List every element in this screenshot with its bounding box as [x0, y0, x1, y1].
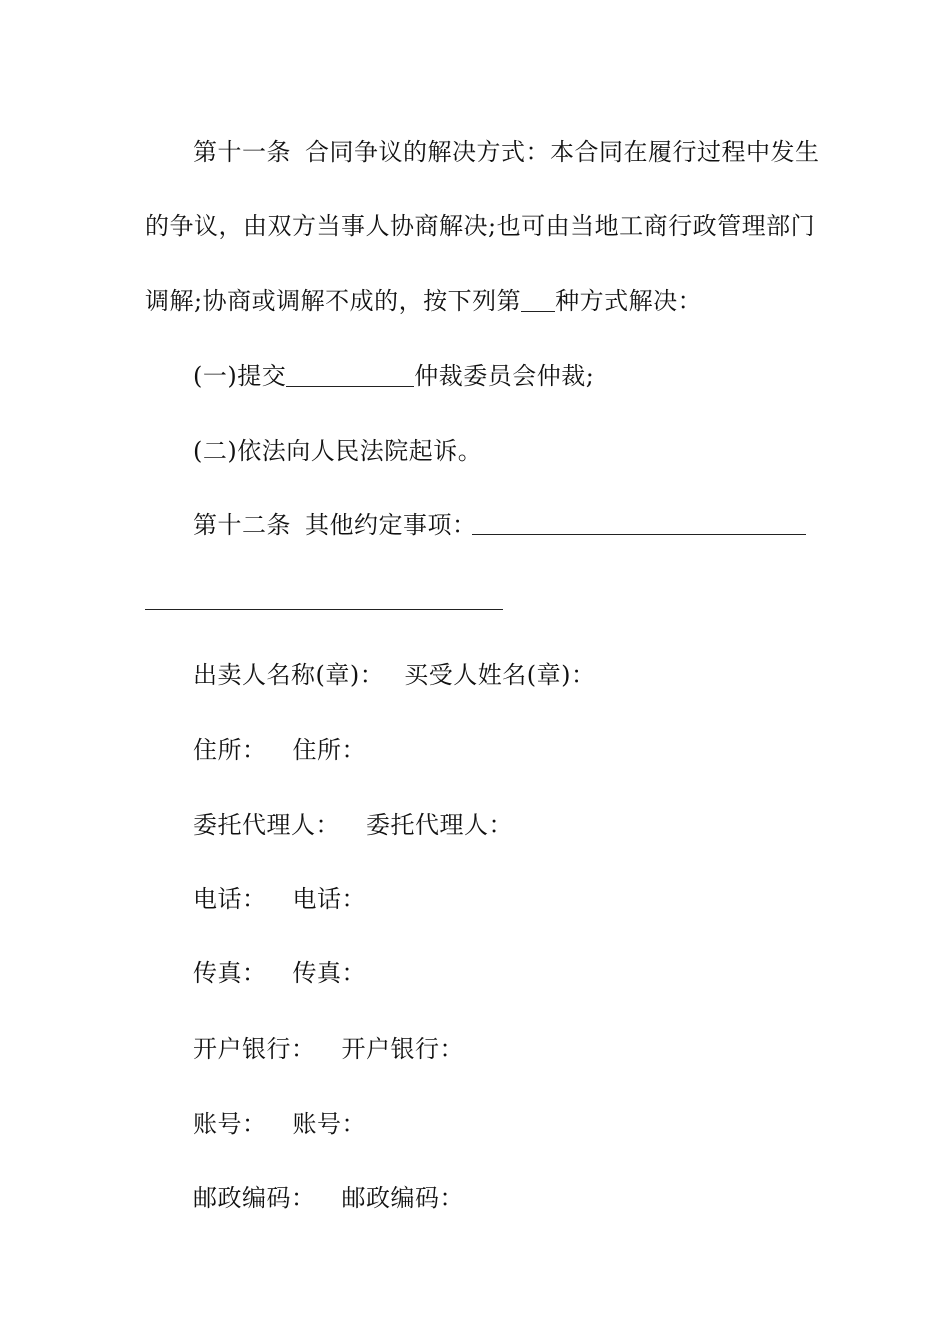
signature-row	[193, 810, 513, 840]
signature-row	[193, 958, 366, 988]
other-terms-blank-1	[472, 534, 806, 535]
buyer-field-label: 账号：	[292, 1110, 366, 1138]
signature-row	[193, 884, 366, 914]
other-terms-blank-2	[145, 609, 503, 610]
option-2: (二)依法向人民法院起诉。	[193, 437, 483, 465]
seller-field-label: 账号：	[193, 1110, 267, 1138]
seller-field-label: 开户银行：	[193, 1035, 316, 1063]
article-11-line-2: 的争议，由双方当事人协商解决;也可由当地工商行政管理部门	[145, 212, 816, 240]
seller-field-label: 邮政编码：	[193, 1184, 316, 1212]
buyer-field-label: 传真：	[292, 959, 366, 987]
signature-row	[193, 1183, 464, 1213]
signature-row	[193, 1034, 464, 1064]
signature-row	[193, 660, 595, 690]
method-number-blank	[521, 287, 555, 312]
article-12-heading: 第十二条	[193, 511, 291, 539]
signature-row	[193, 735, 366, 765]
buyer-field-label: 委托代理人：	[366, 811, 513, 839]
arbitration-committee-blank	[286, 362, 414, 387]
buyer-field-label: 开户银行：	[341, 1035, 464, 1063]
seller-field-label: 出卖人名称(章)：	[193, 661, 385, 689]
article-12-text: 其他约定事项：	[305, 511, 477, 539]
article-11-heading: 第十一条	[193, 138, 291, 166]
option-1: (一)提交 仲裁委员会仲裁;	[193, 362, 595, 390]
seller-field-label: 电话：	[193, 885, 267, 913]
article-11-line-3: 调解;协商或调解不成的，按下列第 种方式解决：	[145, 287, 703, 315]
signature-row	[193, 1109, 366, 1139]
article-11-line-1	[193, 137, 820, 167]
buyer-field-label: 住所：	[292, 736, 366, 764]
seller-field-label: 住所：	[193, 736, 267, 764]
buyer-field-label: 电话：	[292, 885, 366, 913]
article-11-text: 合同争议的解决方式：本合同在履行过程中发生	[305, 138, 820, 166]
seller-field-label: 传真：	[193, 959, 267, 987]
seller-field-label: 委托代理人：	[193, 811, 340, 839]
buyer-field-label: 买受人姓名(章)：	[404, 661, 596, 689]
buyer-field-label: 邮政编码：	[341, 1184, 464, 1212]
article-12-line	[193, 510, 477, 540]
